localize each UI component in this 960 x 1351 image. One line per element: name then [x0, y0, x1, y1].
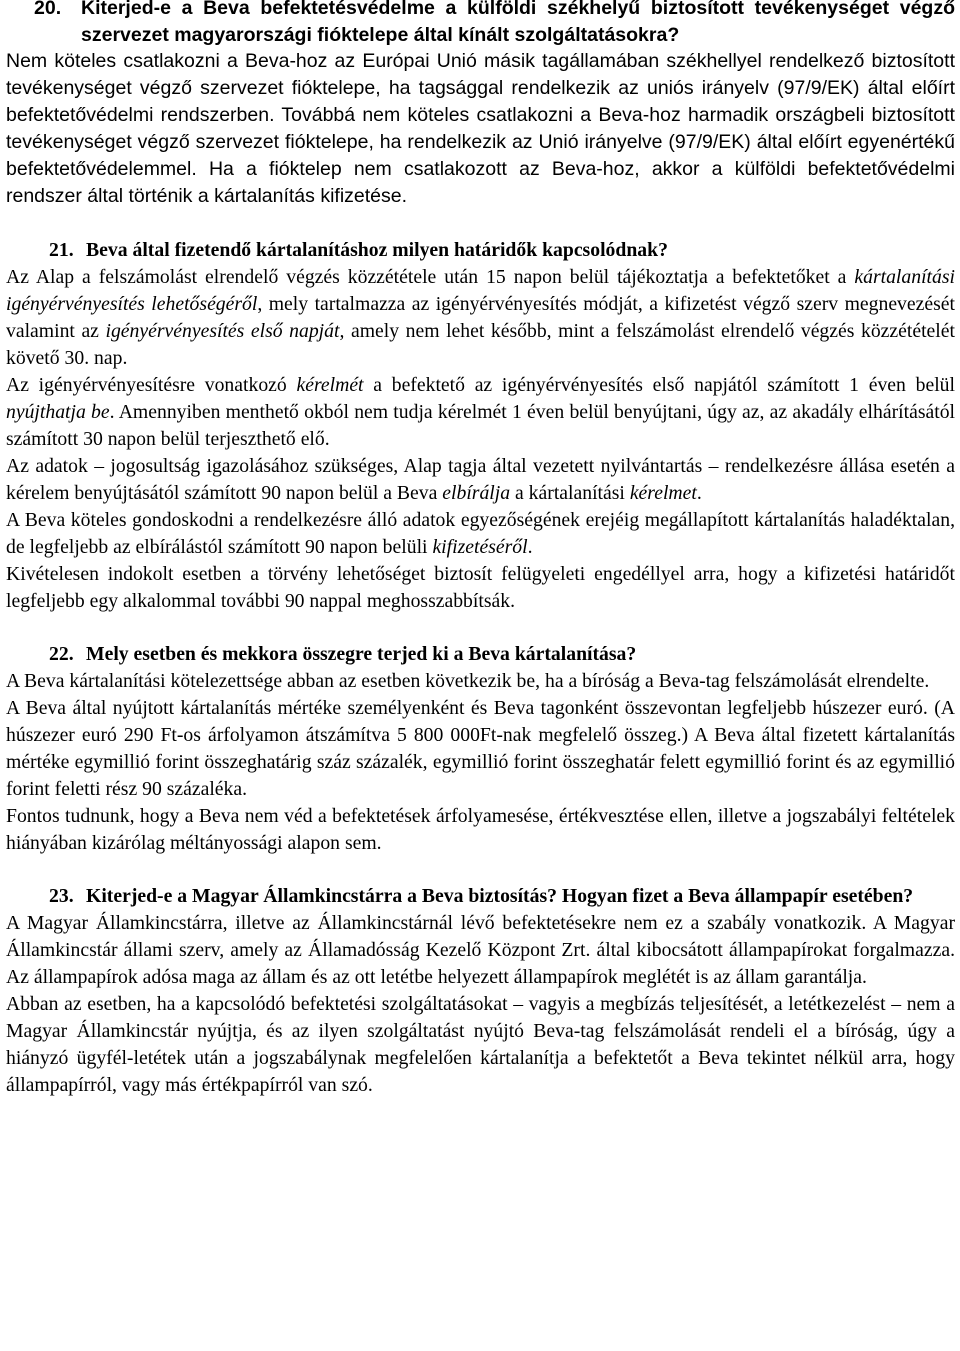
italic-text: kártalanítási igényérvényesítés lehetőségéről — [6, 266, 955, 315]
italic-text: kérelmet — [629, 482, 697, 504]
paragraph — [6, 507, 955, 561]
question-title: Kiterjed-e a Magyar Államkincstárra a Beva biztosítás? Hogyan fizet a Beva állampapír esetében? — [86, 885, 914, 907]
paragraph: Kivételesen indokolt esetben a törvény lehetőséget biztosít felügyeleti engedéllyel arra, hogy a kifizetési határidőt legfeljebb egy alkalommal további 90 nappal meghosszabbítsák. — [6, 563, 955, 612]
answer-text: Továbbá nem köteles csatlakozni a Beva-hoz harmadik országbeli biztosított tevékenységet végző szervezet fióktelepe, ha rendelkezik az Unió irányelve (97/9/EK) által előírt egyenértékű befektetővédelemmel. Ha a fióktelep nem csatlakozott az Beva-hoz, akkor a külföldi befektetővédelmi rendszer által történik a kártalanítás kifizetése. — [6, 104, 955, 207]
text-run: amely nem lehet később, mint a felszámolást elrendelő végzés közzétételét követő 30. nap. — [6, 320, 955, 369]
question-22-heading — [6, 641, 955, 668]
question-title: Beva által fizetendő kártalanításhoz milyen határidők kapcsolódnak? — [86, 239, 668, 261]
question-21-heading — [6, 237, 955, 264]
text-run: . — [696, 482, 702, 504]
paragraph: A Beva kártalanítási kötelezettsége abban az esetben következik be, ha a bíróság a Beva-tag felszámolását elrendelte. — [6, 670, 930, 692]
question-number: 22. — [49, 643, 74, 665]
answer-text: Nem köteles csatlakozni a Beva-hoz az Európai Unió másik tagállamában székhellyel rendelkező biztosított tevékenységet végző szervezet fióktelepe, ha tagsággal rendelkezik az uniós irányelv (97/9/EK) által előírt befektetővédelmi rendszerben. — [6, 50, 955, 126]
question-20-answer — [6, 48, 955, 210]
text-run: Az adatok – jogosultság igazolásához szükséges, Alap tagja által vezetett nyilvántartás – rendelkezésre állása esetén a kérelem benyújtásától számított 90 napon belül a Beva — [6, 455, 955, 504]
question-20-heading — [6, 0, 955, 48]
italic-text: nyújthatja be — [6, 401, 110, 423]
paragraph: Abban az esetben, ha a kapcsolódó befektetési szolgáltatásokat – vagyis a megbízás teljesítését, a letétkezelést – nem a Magyar Államkincstár nyújtja, és az ilyen szolgáltatást nyújtó Beva-tag felszámolását rendeli el a bíróság, úgy a hiányzó ügyfél-letétek után a jogszabálynak megfelelően kártalanítja a befektetőt a Beva tekintet nélkül arra, hogy állampapírról, vagy más értékpapírról van szó. — [6, 993, 955, 1096]
question-number: 21. — [49, 239, 74, 261]
text-run: A Beva köteles gondoskodni a rendelkezésre álló adatok egyezőségének erejéig megállapított kártalanítás haladéktalan, de legfeljebb az elbírálástól számított 90 napon belüli — [6, 509, 955, 558]
question-23-heading — [6, 883, 955, 910]
question-title: Mely esetben és mekkora összegre terjed ki a Beva kártalanítása? — [86, 643, 637, 665]
paragraph — [6, 372, 955, 453]
text-run: . Amennyiben menthető okból nem tudja kérelmét 1 éven belül benyújtani, úgy az, az akadály elhárításától számított 30 napon belül terjeszthető elő. — [6, 401, 956, 450]
text-run: a befektető az igényérvényesítés első napjától számított 1 éven belül — [363, 374, 955, 396]
italic-text: kérelmét — [296, 374, 364, 396]
italic-text: kifizetéséről — [432, 536, 528, 558]
question-number: 20. — [34, 0, 62, 19]
text-run: Az igényérvényesítésre vonatkozó — [6, 374, 297, 396]
paragraph — [6, 453, 955, 507]
paragraph: Fontos tudnunk, hogy a Beva nem véd a befektetések árfolyamesése, értékvesztése ellen, illetve a jogszabályi feltételek hiányában kizárólag méltányossági alapon sem. — [6, 805, 955, 854]
paragraph — [6, 264, 955, 372]
question-number: 23. — [49, 885, 74, 907]
text-run: Az Alap a felszámolást elrendelő végzés közzététele után 15 napon belül tájékoztatja a befektetőket a — [6, 266, 855, 288]
text-run: a kártalanítási — [510, 482, 630, 504]
text-run: , mely tartalmazza az igényérvényesítés módját, a kifizetést végző szerv megnevezését valamint az — [6, 293, 955, 342]
question-title: Kiterjed-e a Beva befektetésvédelme a külföldi székhelyű biztosított tevékenységet végző szervezet magyarországi fióktelepe által kínált szolgáltatásokra? — [81, 0, 955, 46]
text-run: . — [527, 536, 533, 558]
italic-text: igényérvényesítés első napját, — [105, 320, 345, 342]
paragraph: A Magyar Államkincstárra, illetve az Államkincstárnál lévő befektetésekre nem ez a szabály vonatkozik. A Magyar Államkincstár állami szerv, amely az Államadósság Kezelő Központ Zrt. által kibocsátott állampapírokat forgalmazza. Az állampapírok adósa maga az állam és az ott letétbe helyezett állampapírok meglétét is az állam garantálja. — [6, 912, 955, 988]
italic-text: elbírálja — [442, 482, 511, 504]
paragraph: A Beva által nyújtott kártalanítás mértéke személyenként és Beva tagonként összevontan legfeljebb húszezer euró. (A húszezer euró 290 Ft-os árfolyamon átszámítva 5 800 000Ft-nak megfelelő összeg.) A Beva által fizetett kártalanítás mértéke egymillió forint összeghatárig száz százalék, egymillió forint összeghatár felett egymillió forint és az egymillió forint feletti rész 90 százaléka. — [6, 697, 955, 800]
